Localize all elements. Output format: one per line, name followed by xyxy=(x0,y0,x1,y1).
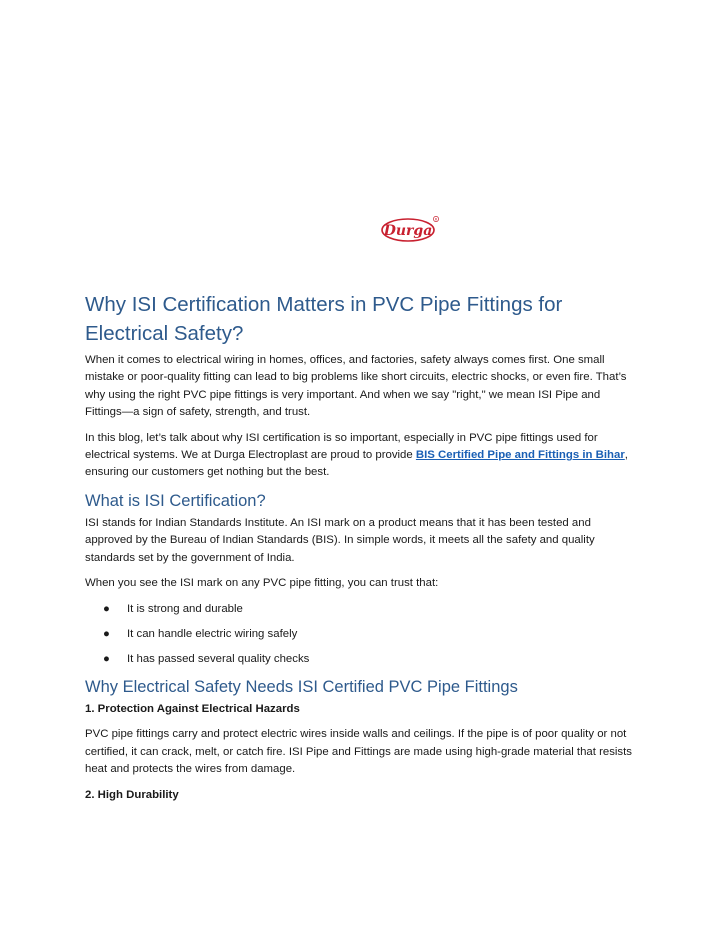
list-item xyxy=(85,626,640,643)
subheading-protection: 1. Protection Against Electrical Hazards xyxy=(85,703,300,716)
isi-benefits-list xyxy=(85,601,640,668)
bullet-icon: ● xyxy=(103,653,110,666)
durga-logo-icon xyxy=(380,214,442,244)
bullet-icon: ● xyxy=(103,628,110,641)
svg-text:R: R xyxy=(434,217,438,222)
bullet-icon: ● xyxy=(103,603,110,616)
durga-logo xyxy=(380,214,442,244)
list-item xyxy=(85,601,640,618)
protection-paragraph: PVC pipe fittings carry and protect electric wires inside walls and ceilings. If the pipe is of poor quality or not certified, it can crack, melt, or catch fire. ISI Pipe and Fittings are made using high-grade material that resists heat and protects the wires from damage. xyxy=(85,728,632,775)
subheading-durability: 2. High Durability xyxy=(85,788,179,801)
intro-p2-text-before: In this blog, let’s talk about why ISI certification is so important, especially in PVC pipe fittings used for electrical systems. We at Durga Electroplast are proud to provide xyxy=(85,431,598,461)
list-item-text: It has passed several quality checks xyxy=(127,653,310,666)
svg-text:Durga: Durga xyxy=(383,223,433,239)
section1-paragraph-1: ISI stands for Indian Standards Institute. An ISI mark on a product means that it has been tested and approved by the Bureau of Indian Standards (BIS). In simple words, it meets all the safety and quality standards set by the government of India. xyxy=(85,517,595,564)
list-item xyxy=(85,651,640,668)
section-heading-electrical-safety: Why Electrical Safety Needs ISI Certified PVC Pipe Fittings xyxy=(85,678,518,697)
list-item-text: It can handle electric wiring safely xyxy=(127,628,298,641)
article-body xyxy=(85,290,640,812)
section1-paragraph-2: When you see the ISI mark on any PVC pipe fitting, you can trust that: xyxy=(85,577,439,590)
intro-paragraph-1: When it comes to electrical wiring in homes, offices, and factories, safety always comes first. One small mistake or poor-quality fitting can lead to big problems like short circuits, electric shocks, or even fire. That’s why using the right PVC pipe fittings is very important. And when we say "right," we mean ISI Pipe and Fittings—a sign of safety, strength, and trust. xyxy=(85,354,627,418)
intro-p2-text-after: , ensuring our customers get nothing but the best. xyxy=(85,448,628,479)
bis-certified-pipe-link[interactable]: BIS Certified Pipe and Fittings in Bihar xyxy=(415,448,625,461)
intro-paragraph-2 xyxy=(85,430,640,482)
list-item-text: It is strong and durable xyxy=(127,603,243,616)
article-title: Why ISI Certification Matters in PVC Pipe Fittings for Electrical Safety? xyxy=(85,293,563,345)
section-heading-what-is-isi: What is ISI Certification? xyxy=(85,492,266,511)
